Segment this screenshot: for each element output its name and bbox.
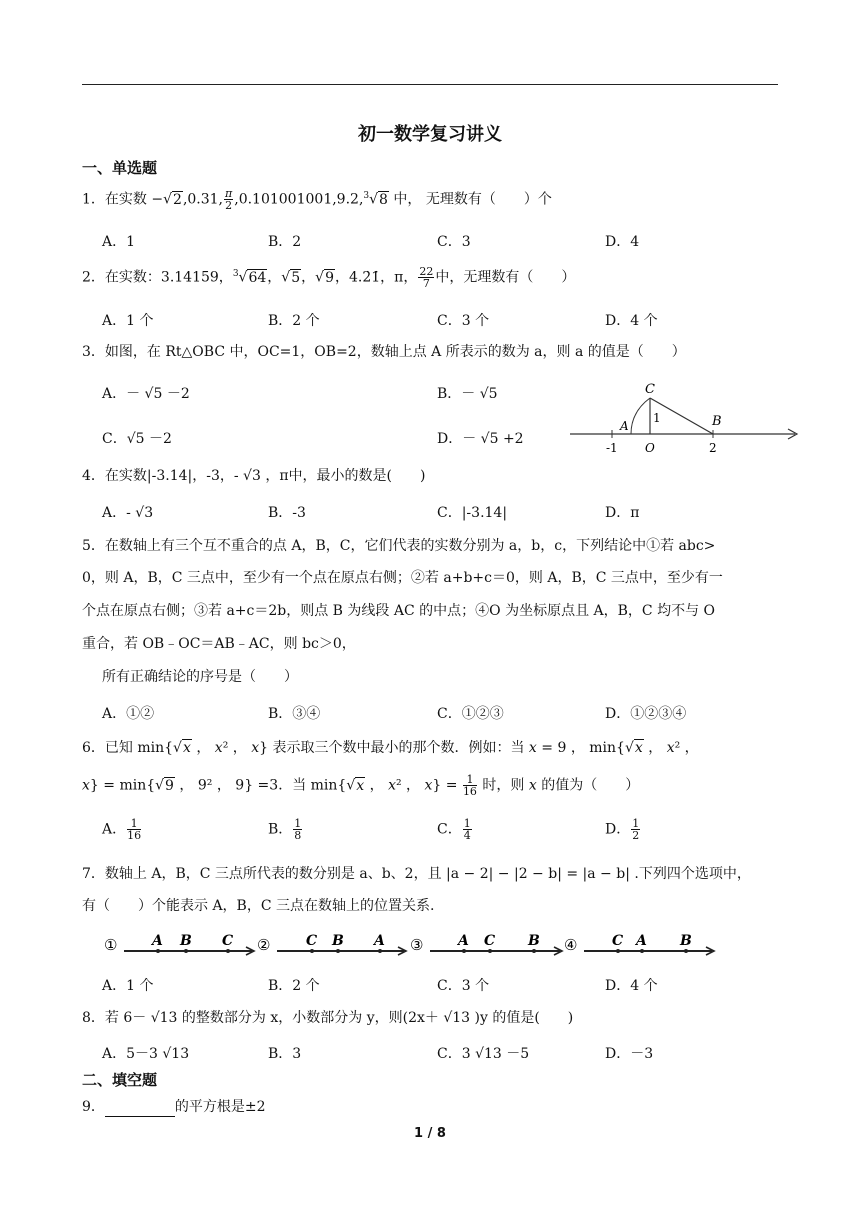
q1-option-b[interactable]: B．2	[268, 234, 302, 250]
q1-option-a[interactable]: A．1	[102, 234, 136, 250]
q2-option-a[interactable]: A．1 个	[102, 313, 154, 329]
svg-text:A: A	[374, 933, 385, 949]
section-heading-single-choice: 一、单选题	[82, 159, 158, 177]
svg-text:③: ③	[410, 936, 424, 954]
q6-option-d[interactable]: D． $\frac{1}{2}$	[605, 817, 640, 842]
fig-label-two: 2	[709, 441, 717, 455]
question-7-line-2: 有（ ）个能表示 A，B，C 三点在数轴上的位置关系.	[82, 898, 435, 914]
q7-position-figures	[102, 928, 722, 960]
page-number: 1 / 8	[414, 1126, 446, 1141]
q3-number-line-figure	[565, 372, 805, 462]
q3-option-a[interactable]: A．－ √5 －2	[102, 386, 190, 402]
question-6-line-1: 6．已知 min{√x ， x² ， x} 表示取三个数中最小的那个数．例如：当 x = 9 ， min{√x ， x² ，	[82, 740, 699, 756]
question-5-prompt: 所有正确结论的序号是（ ）	[102, 669, 298, 685]
svg-text:B: B	[680, 933, 692, 949]
question-6-line-2: x} = min{√9 ， 9² ， 9} =3．当 min{√x ， x² ， x} = $\frac{1}{16}$ 时，则 x 的值为（ ）	[82, 773, 640, 798]
svg-text:②: ②	[257, 936, 271, 954]
fig-label-c: C	[645, 382, 655, 397]
q9-answer-blank[interactable]	[105, 1102, 175, 1117]
q7-figure-1	[104, 933, 254, 955]
question-1-stem: 1．在实数 −√2,0.31, $\frac{\pi}{2}$ ,0.101001001,9.2,$^3$√8 中， 无理数有（ ）个	[82, 187, 552, 213]
svg-text:C: C	[484, 933, 496, 949]
question-7-line-1: 7．数轴上 A，B，C 三点所代表的数分别是 a、b、2，且 |a − 2| − |2 − b| = |a − b| .下列四个选项中，	[82, 866, 751, 882]
svg-text:A: A	[636, 933, 647, 949]
q8-option-a[interactable]: A．5－3 √13	[102, 1046, 190, 1062]
svg-text:④: ④	[564, 936, 578, 954]
q1-option-d[interactable]: D．4	[605, 234, 640, 250]
q5-option-b[interactable]: B．③④	[268, 706, 321, 722]
svg-text:B: B	[528, 933, 540, 949]
q6-option-a[interactable]: A． $\frac{1}{16}$	[102, 817, 142, 842]
question-4-stem: 4．在实数|-3.14|，-3，- √3 ，π中，最小的数是( )	[82, 468, 426, 484]
fig-label-b: B	[712, 414, 722, 429]
section-heading-fill-blank: 二、填空题	[82, 1071, 158, 1089]
question-5-line-2: 0，则 A，B，C 三点中，至少有一个点在原点右侧；②若 a+b+c＝0，则 A，B，C 三点中，至少有一	[82, 570, 723, 586]
q5-option-a[interactable]: A．①②	[102, 706, 155, 722]
q8-option-d[interactable]: D．－3	[605, 1046, 654, 1062]
svg-text:B: B	[332, 933, 344, 949]
question-2-stem: 2．在实数：3.14159，$^3$√64，√5，√9，4.2̇1̇，π， $\frac{22}{7}$ 中，无理数有（ ）	[82, 265, 576, 291]
header-rule	[82, 84, 778, 85]
q5-option-c[interactable]: C．①②③	[437, 706, 504, 722]
fig-label-o: O	[645, 441, 655, 455]
svg-text:B: B	[180, 933, 192, 949]
q4-option-d[interactable]: D．π	[605, 505, 640, 521]
svg-text:C: C	[612, 933, 624, 949]
q3-option-d[interactable]: D．－ √5 +2	[437, 431, 524, 447]
q7-figure-3	[410, 933, 562, 955]
q7-option-d[interactable]: D．4 个	[605, 978, 658, 994]
question-5-line-3: 个点在原点右侧；③若 a+c＝2b，则点 B 为线段 AC 的中点；④O 为坐标原点且 A，B，C 均不与 O	[82, 603, 716, 619]
q6-option-b[interactable]: B． $\frac{1}{8}$	[268, 817, 302, 842]
svg-text:A: A	[152, 933, 163, 949]
q8-option-c[interactable]: C．3 √13 －5	[437, 1046, 530, 1062]
q4-option-a[interactable]: A．- √3	[102, 505, 154, 521]
svg-text:C: C	[306, 933, 318, 949]
svg-text:C: C	[222, 933, 234, 949]
q2-option-c[interactable]: C．3 个	[437, 313, 490, 329]
q9-text: 的平方根是±2	[174, 1099, 266, 1115]
q2-option-b[interactable]: B．2 个	[268, 313, 320, 329]
q4-option-c[interactable]: C．|-3.14|	[437, 505, 508, 521]
fig-label-one: 1	[653, 411, 661, 425]
q7-figure-2	[257, 933, 406, 955]
question-9	[82, 1097, 266, 1117]
q7-option-a[interactable]: A．1 个	[102, 978, 154, 994]
q4-option-b[interactable]: B．-3	[268, 505, 306, 521]
q2-option-d[interactable]: D．4 个	[605, 313, 658, 329]
q9-number: 9．	[82, 1099, 105, 1115]
q1-option-c[interactable]: C．3	[437, 234, 471, 250]
q7-figure-4	[564, 933, 714, 955]
svg-text:A: A	[458, 933, 469, 949]
page-title: 初一数学复习讲义	[358, 124, 502, 145]
question-5-line-4: 重合，若 OB﹣OC＝AB﹣AC，则 bc＞0，	[82, 636, 356, 652]
q7-option-c[interactable]: C．3 个	[437, 978, 490, 994]
q3-option-c[interactable]: C．√5 －2	[102, 431, 172, 447]
fig-label-neg-one: -1	[606, 441, 618, 455]
question-5-line-1: 5．在数轴上有三个互不重合的点 A，B，C，它们代表的实数分别为 a，b，c，下列结论中①若 abc>	[82, 538, 716, 554]
q8-option-b[interactable]: B．3	[268, 1046, 302, 1062]
fig-label-a: A	[620, 419, 629, 433]
q7-option-b[interactable]: B．2 个	[268, 978, 320, 994]
q6-option-c[interactable]: C． $\frac{1}{4}$	[437, 817, 471, 842]
svg-text:①: ①	[104, 936, 118, 954]
q5-option-d[interactable]: D．①②③④	[605, 706, 687, 722]
question-3-stem: 3．如图，在 Rt△OBC 中，OC=1，OB=2，数轴上点 A 所表示的数为 a，则 a 的值是（ ）	[82, 344, 686, 360]
question-8-stem: 8．若 6－ √13 的整数部分为 x，小数部分为 y，则(2x＋ √13 )y 的值是( )	[82, 1010, 574, 1026]
q3-option-b[interactable]: B．－ √5	[437, 386, 498, 402]
